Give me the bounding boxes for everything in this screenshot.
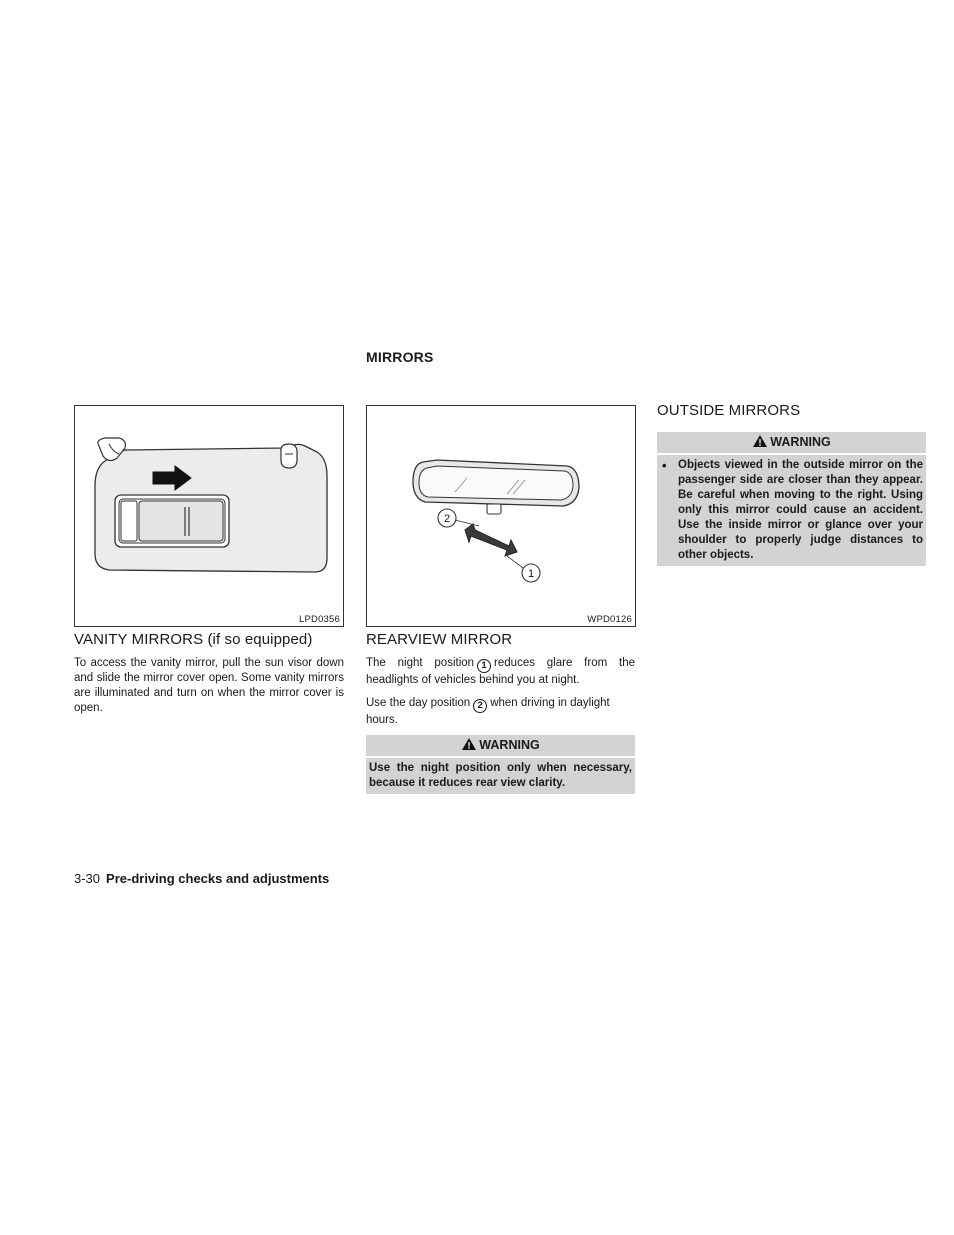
- callout-ref-2: 2: [473, 699, 487, 713]
- day-position-paragraph: Use the day position 2 when driving in daylight hours.: [366, 697, 610, 726]
- page-footer: [74, 871, 329, 886]
- figure-code-vanity: LPD0356: [298, 614, 340, 625]
- callout-2: 2: [443, 513, 451, 525]
- night-position-paragraph: The night position 1 reduces glare from the headlights of vehicles behind you at night.: [366, 657, 635, 686]
- warning-triangle-icon: [752, 434, 768, 448]
- warning-text: Use the night position only when necessary, because it reduces rear view clarity.: [366, 758, 635, 794]
- rearview-mirror-figure: [366, 405, 636, 627]
- outside-mirrors-heading: OUTSIDE MIRRORS: [657, 402, 801, 419]
- warning-label: WARNING: [770, 435, 831, 449]
- section-title: MIRRORS: [366, 349, 434, 365]
- sun-visor-illustration: [75, 406, 343, 611]
- vanity-mirrors-text: [74, 656, 344, 724]
- outside-warning-box: [657, 432, 926, 566]
- warning-triangle-icon: [461, 737, 477, 751]
- warning-list: [660, 458, 923, 563]
- warning-header: [657, 432, 926, 453]
- vanity-mirror-figure: [74, 405, 344, 627]
- callout-1: 1: [527, 568, 535, 580]
- warning-body: [657, 455, 926, 566]
- figure-code-rearview: WPD0126: [587, 614, 632, 625]
- rearview-mirror-illustration: [367, 406, 635, 611]
- rearview-mirror-text: [366, 656, 635, 736]
- chapter-title: Pre-driving checks and adjustments: [106, 871, 330, 886]
- rearview-warning-box: [366, 735, 635, 794]
- warning-label: WARNING: [479, 738, 540, 752]
- vanity-mirrors-paragraph: To access the vanity mirror, pull the sun visor down and slide the mirror cover open. Some vanity mirrors are illuminated and turn on when the mirror cover is open.: [74, 657, 344, 714]
- callout-ref-1: 1: [477, 659, 491, 673]
- warning-header: [366, 735, 635, 756]
- rearview-mirror-heading: REARVIEW MIRROR: [366, 631, 513, 648]
- page-number: 3-30: [74, 871, 101, 886]
- vanity-mirrors-heading: VANITY MIRRORS (if so equipped): [74, 631, 313, 648]
- warning-item: • Objects viewed in the outside mirror on the passenger side are closer than they appear. Be careful when moving to the right. Using only this mirror could cause an accident. Use the inside mirror or glance over your shoulder to properly judge distances to other objects.: [660, 458, 923, 563]
